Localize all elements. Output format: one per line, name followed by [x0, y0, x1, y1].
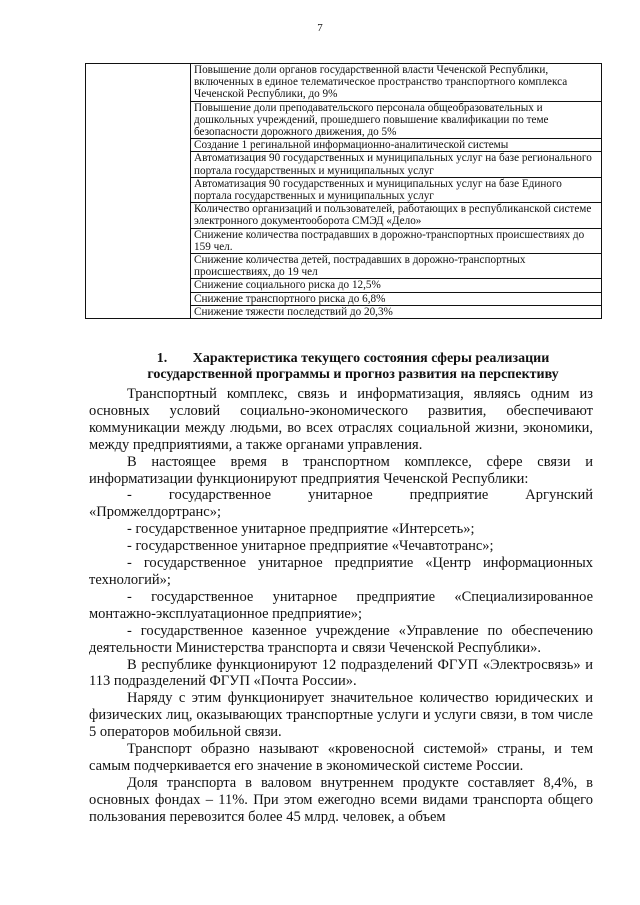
table-cell: Снижение транспортного риска до 6,8%: [191, 292, 602, 305]
paragraph: Транспорт образно называют «кровеносной системой» страны, и тем самым подчеркивается его значение в экономической системе России.: [89, 741, 593, 774]
list-item: - государственное казенное учреждение «Управление по обеспечению деятельности Министерства транспорта и связи Чеченской Республики».: [89, 622, 593, 656]
list-item: - государственное унитарное предприятие «Интерсеть»;: [127, 521, 475, 538]
table-cell: Снижение количества детей, пострадавших в дорожно-транспортных происшествиях, до 19 чел: [191, 254, 602, 279]
table-cell: Количество организаций и пользователей, работающих в республиканской системе электронного документооборота СМЭД «Дело»: [191, 203, 602, 228]
list-item: - государственное унитарное предприятие «Центр информационных технологий»;: [89, 555, 593, 588]
section-number: 1.: [156, 351, 168, 366]
table-cell: Снижение количества пострадавших в дорожно-транспортных происшествиях до 159 чел.: [191, 228, 602, 253]
list-item: - государственное унитарное предприятие Аргунский «Промжелдортранс»;: [89, 487, 593, 521]
table-cell: Снижение тяжести последствий до 20,3%: [191, 305, 602, 318]
paragraph: Наряду с этим функционирует значительное количество юридических и физических лиц, оказывающих транспортные услуги и услуги связи, в том числе 5 операторов мобильной связи.: [89, 690, 593, 741]
section-title: Характеристика текущего состояния сферы реализации государственной программы и прогноз развития на перспективу: [147, 351, 559, 382]
paragraph: Транспортный комплекс, связь и информатизация, являясь одним из основных условий социально-экономического развития, обеспечивают коммуникации между людьми, во всех отраслях социальной жизни, экономики, между предприятиями, а также органами управления.: [89, 386, 593, 453]
table-cell: Создание 1 регинальной информационно-аналитической системы: [191, 139, 602, 152]
list-item: - государственное унитарное предприятие «Чечавтотранс»;: [127, 538, 494, 555]
empty-left-cell: [86, 64, 191, 319]
table-cell: Автоматизация 90 государственных и муниципальных услуг на базе Единого портала государственных и муниципальных услуг: [191, 177, 602, 202]
target-indicators-table: [85, 63, 602, 319]
list-item: - государственное унитарное предприятие «Специализированное монтажно-эксплуатационное предприятие»;: [89, 588, 593, 622]
table-row: [86, 64, 602, 102]
table-cell: Повышение доли преподавательского персонала общеобразовательных и дошкольных учреждений, прошедшего повышение квалификации по теме безопасности дорожного движения, до 5%: [191, 101, 602, 139]
table-cell: Повышение доли органов государственной власти Чеченской Республики, включенных в единое телематическое пространство транспортного комплекса Чеченской Республики, до 9%: [191, 64, 602, 102]
paragraph: В республике функционируют 12 подразделений ФГУП «Электросвязь» и 113 подразделений ФГУП «Почта России».: [89, 656, 593, 690]
paragraph: В настоящее время в транспортном комплексе, сфере связи и информатизации функционируют предприятия Чеченской Республики:: [89, 453, 593, 487]
page-number: 7: [317, 22, 323, 34]
section-heading: [118, 351, 588, 383]
table-cell: Автоматизация 90 государственных и муниципальных услуг на базе регионального портала государственных и муниципальных услуг: [191, 152, 602, 177]
paragraph: Доля транспорта в валовом внутреннем продукте составляет 8,4%, в основных фондах – 11%. При этом ежегодно всеми видами транспорта общего пользования перевозится более 45 млрд. человек, а объем: [89, 774, 593, 825]
body-text: [89, 386, 593, 826]
table-cell: Снижение социального риска до 12,5%: [191, 279, 602, 292]
